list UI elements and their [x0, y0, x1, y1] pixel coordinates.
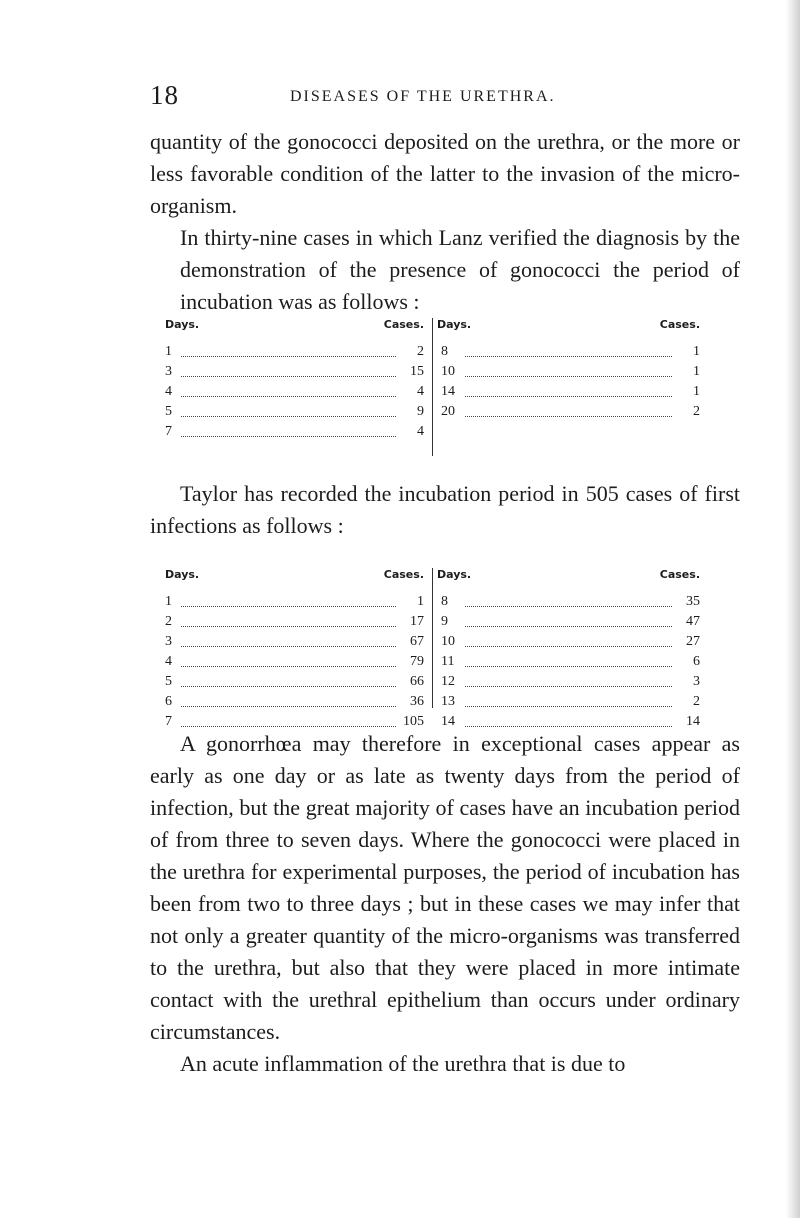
dot-leader — [181, 436, 396, 437]
dot-leader — [465, 686, 672, 687]
day-value: 10 — [441, 634, 455, 649]
day-value: 11 — [441, 654, 455, 669]
table-row — [165, 592, 430, 612]
day-value: 9 — [441, 614, 448, 629]
day-value: 1 — [165, 594, 172, 609]
day-value: 12 — [441, 674, 455, 689]
table-row — [433, 612, 706, 632]
day-value: 13 — [441, 694, 455, 709]
paragraph-text: An acute inflammation of the urethra that is due to — [180, 1051, 626, 1076]
day-value: 8 — [441, 594, 448, 609]
table-row — [165, 632, 430, 652]
cases-value: 1 — [693, 384, 700, 399]
day-value: 14 — [441, 384, 455, 399]
paragraph-conclusion — [150, 728, 740, 1080]
cases-value: 47 — [686, 614, 700, 629]
table-row — [165, 362, 430, 382]
dot-leader — [465, 416, 672, 417]
day-value: 3 — [165, 364, 172, 379]
table-right-column — [432, 568, 706, 729]
day-value: 2 — [165, 614, 172, 629]
cases-value: 4 — [417, 384, 424, 399]
days-header: Days. — [437, 568, 472, 581]
dot-leader — [465, 396, 672, 397]
day-value: 20 — [441, 404, 455, 419]
dot-leader — [181, 416, 396, 417]
table-header — [165, 318, 430, 338]
cases-value: 35 — [686, 594, 700, 609]
dot-leader — [181, 686, 396, 687]
day-value: 1 — [165, 344, 172, 359]
table-header — [433, 318, 706, 338]
page-number: 18 — [150, 80, 179, 110]
day-value: 14 — [441, 714, 455, 729]
day-value: 4 — [165, 654, 172, 669]
cases-header: Cases. — [659, 318, 700, 331]
table-row — [165, 652, 430, 672]
table-row — [165, 342, 430, 362]
dot-leader — [181, 606, 396, 607]
table-row — [165, 382, 430, 402]
table-row — [165, 692, 430, 712]
table-row — [433, 672, 706, 692]
day-value: 8 — [441, 344, 448, 359]
cases-value: 66 — [410, 674, 424, 689]
dot-leader — [181, 666, 396, 667]
table-row — [433, 342, 706, 362]
dot-leader — [465, 706, 672, 707]
cases-value: 1 — [693, 364, 700, 379]
table-row — [433, 632, 706, 652]
table-row — [165, 402, 430, 422]
dot-leader — [181, 646, 396, 647]
paragraph-text: A gonorrhœa may therefore in exceptional cases appear as early as one day or as late as twenty days from the period of infection, but the great majority of cases have an incubation period of from three to seven days. Where the gonococci were placed in the urethra for experimental purposes, the period of incubation has been from two to three days ; but in these cases we may infer that not only a greater quantity of the micro-organisms was transferred to the urethra, but also that they were placed in more intimate contact with the urethral epithelium than occurs under ordinary circumstances. — [150, 731, 740, 1044]
table-row — [433, 362, 706, 382]
table-row — [433, 592, 706, 612]
dot-leader — [465, 646, 672, 647]
dot-leader — [181, 376, 396, 377]
days-header: Days. — [165, 318, 200, 331]
days-header: Days. — [165, 568, 200, 581]
paragraph-text: In thirty-nine cases in which Lanz verified the diagnosis by the demonstration of the presence of gonococci the period of incubation was as follows : — [180, 225, 740, 314]
cases-value: 105 — [403, 714, 424, 729]
paragraph-text: quantity of the gonococci deposited on the urethra, or the more or less favorable condition of the latter to the invasion of the micro-organism. — [150, 129, 740, 218]
page-edge-shadow — [786, 0, 800, 1218]
page-header — [150, 80, 750, 114]
cases-value: 27 — [686, 634, 700, 649]
dot-leader — [181, 396, 396, 397]
table-row — [165, 612, 430, 632]
day-value: 7 — [165, 714, 172, 729]
paragraph-intro — [150, 126, 740, 318]
day-value: 6 — [165, 694, 172, 709]
day-value: 5 — [165, 404, 172, 419]
dot-leader — [181, 706, 396, 707]
day-value: 3 — [165, 634, 172, 649]
table-row — [433, 692, 706, 712]
table-row — [433, 652, 706, 672]
day-value: 7 — [165, 424, 172, 439]
dot-leader — [465, 606, 672, 607]
cases-value: 14 — [686, 714, 700, 729]
cases-value: 15 — [410, 364, 424, 379]
dot-leader — [465, 356, 672, 357]
day-value: 10 — [441, 364, 455, 379]
dot-leader — [465, 376, 672, 377]
cases-value: 3 — [693, 674, 700, 689]
cases-value: 17 — [410, 614, 424, 629]
dot-leader — [465, 666, 672, 667]
cases-value: 36 — [410, 694, 424, 709]
table-row — [165, 672, 430, 692]
cases-value: 1 — [693, 344, 700, 359]
table-row — [433, 382, 706, 402]
day-value: 4 — [165, 384, 172, 399]
cases-value: 1 — [417, 594, 424, 609]
table-row — [165, 422, 430, 442]
dot-leader — [465, 626, 672, 627]
cases-header: Cases. — [659, 568, 700, 581]
cases-value: 6 — [693, 654, 700, 669]
dot-leader — [181, 726, 396, 727]
table-header — [165, 568, 430, 588]
cases-value: 67 — [410, 634, 424, 649]
dot-leader — [181, 626, 396, 627]
running-head: DISEASES OF THE URETHRA. — [290, 88, 556, 105]
cases-header: Cases. — [383, 318, 424, 331]
table-row — [433, 402, 706, 422]
table-right-column — [432, 318, 706, 456]
dot-leader — [181, 356, 396, 357]
day-value: 5 — [165, 674, 172, 689]
paragraph-taylor: Taylor has recorded the incubation period in 505 cases of first infections as follows : — [150, 481, 740, 538]
days-header: Days. — [437, 318, 472, 331]
cases-value: 4 — [417, 424, 424, 439]
cases-value: 2 — [417, 344, 424, 359]
cases-value: 2 — [693, 694, 700, 709]
cases-value: 2 — [693, 404, 700, 419]
cases-value: 9 — [417, 404, 424, 419]
dot-leader — [465, 726, 672, 727]
cases-value: 79 — [410, 654, 424, 669]
table-header — [433, 568, 706, 588]
cases-header: Cases. — [383, 568, 424, 581]
